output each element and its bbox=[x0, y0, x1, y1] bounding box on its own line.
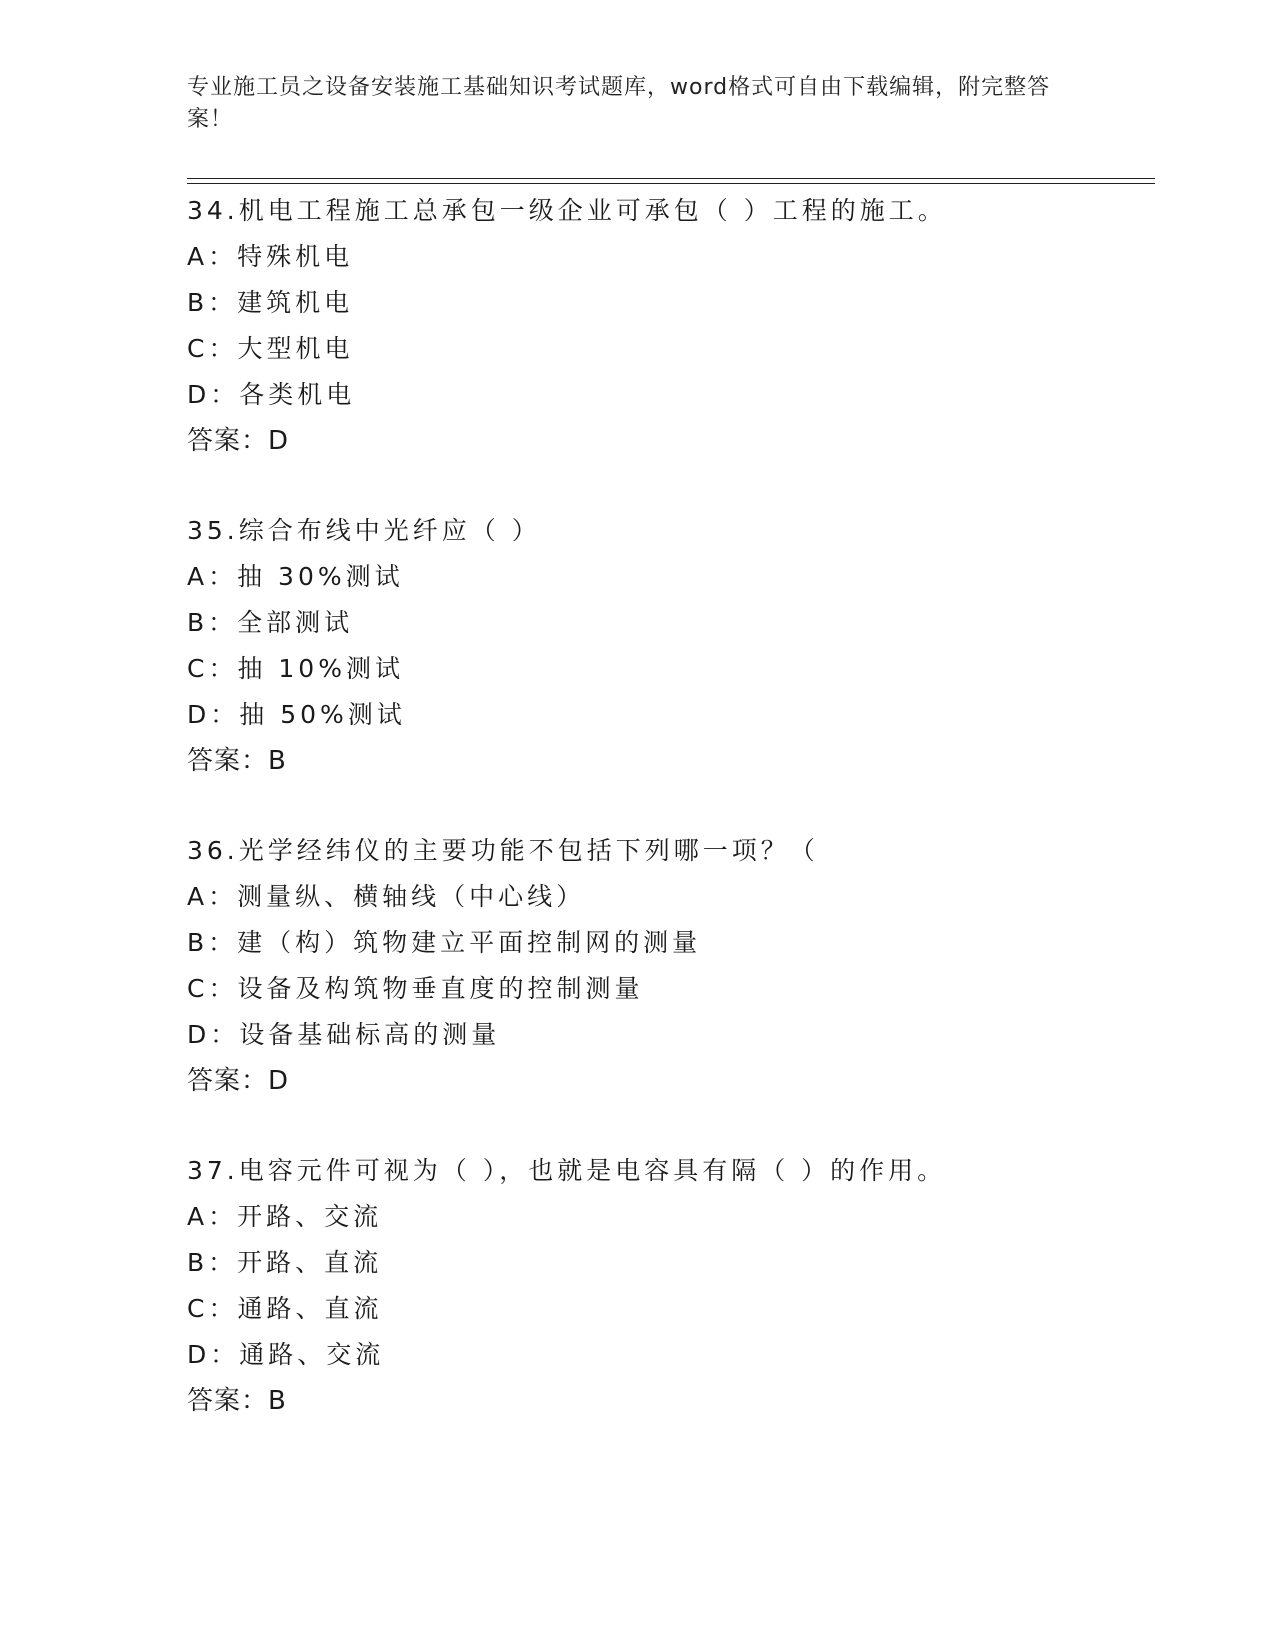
option-c: C：设备及构筑物垂直度的控制测量 bbox=[187, 974, 644, 1003]
option-a: A：特殊机电 bbox=[187, 242, 354, 271]
option-c: C：大型机电 bbox=[187, 334, 354, 363]
option-b: B：开路、直流 bbox=[187, 1248, 383, 1277]
header-divider-bottom bbox=[187, 183, 1155, 184]
question-stem: 36.光学经纬仪的主要功能不包括下列哪一项？（ bbox=[187, 836, 819, 865]
option-d: D：通路、交流 bbox=[187, 1340, 385, 1369]
question-35 bbox=[187, 508, 1147, 784]
option-d: D：抽 50%测试 bbox=[187, 700, 406, 729]
option-c: C：通路、直流 bbox=[187, 1294, 383, 1323]
question-37 bbox=[187, 1148, 1147, 1424]
question-34 bbox=[187, 188, 1147, 464]
answer-text: 答案：D bbox=[187, 426, 290, 456]
document-header: 专业施工员之设备安装施工基础知识考试题库，word格式可自由下载编辑，附完整答案！ bbox=[187, 75, 1051, 132]
option-b: B：全部测试 bbox=[187, 608, 354, 637]
answer-text: 答案：B bbox=[187, 746, 287, 776]
option-a: A：抽 30%测试 bbox=[187, 562, 404, 591]
answer-text: 答案：B bbox=[187, 1386, 287, 1416]
option-a: A：测量纵、横轴线（中心线） bbox=[187, 882, 586, 911]
option-b: B：建（构）筑物建立平面控制网的测量 bbox=[187, 928, 702, 957]
question-stem: 35.综合布线中光纤应（ ） bbox=[187, 516, 541, 545]
option-c: C：抽 10%测试 bbox=[187, 654, 404, 683]
option-b: B：建筑机电 bbox=[187, 288, 354, 317]
header-divider-top bbox=[187, 178, 1155, 179]
question-stem: 34.机电工程施工总承包一级企业可承包（ ）工程的施工。 bbox=[187, 196, 947, 225]
option-d: D：设备基础标高的测量 bbox=[187, 1020, 501, 1049]
answer-text: 答案：D bbox=[187, 1066, 290, 1096]
question-36 bbox=[187, 828, 1147, 1104]
option-a: A：开路、交流 bbox=[187, 1202, 383, 1231]
question-stem: 37.电容元件可视为（ ），也就是电容具有隔（ ）的作用。 bbox=[187, 1156, 947, 1185]
option-d: D：各类机电 bbox=[187, 380, 356, 409]
